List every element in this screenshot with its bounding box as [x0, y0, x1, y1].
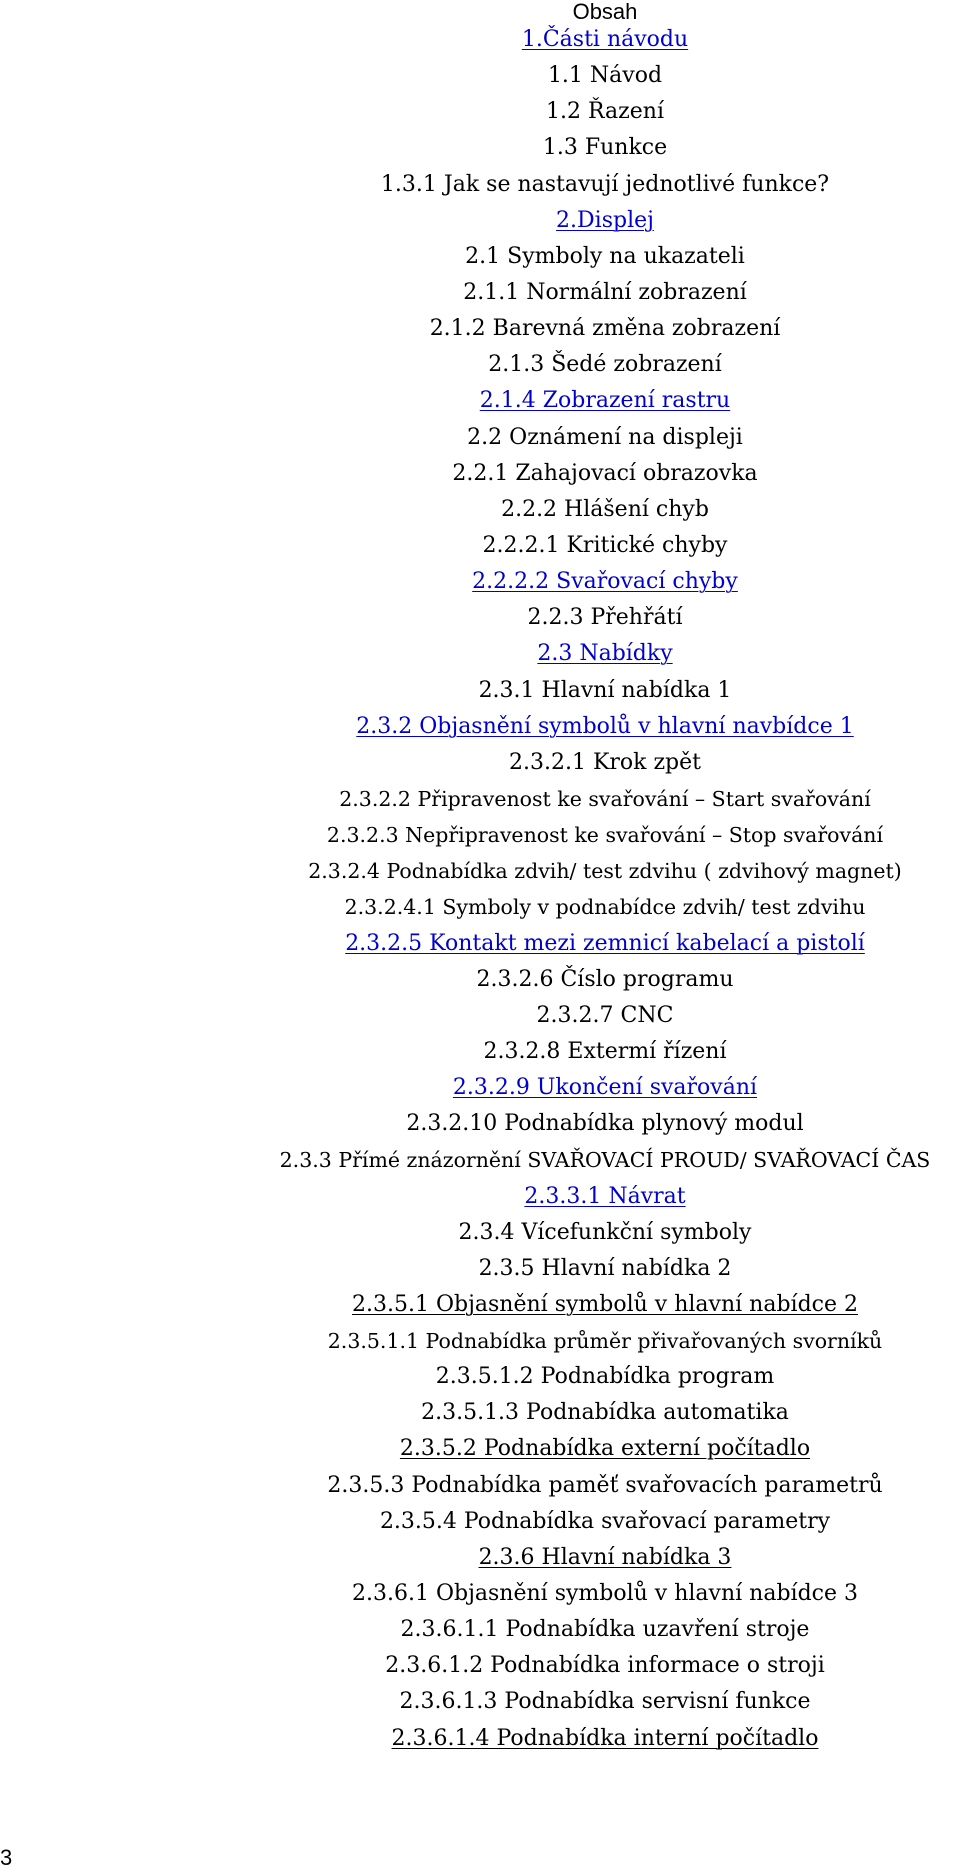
toc-entry: [0, 1251, 960, 1287]
toc-entry-label: 2.3.5.3 Podnabídka paměť svařovacích parametrů: [327, 1472, 883, 1498]
toc-entry-label: 2.3.6.1.1 Podnabídka uzavření stroje: [400, 1617, 810, 1643]
toc-entry-label: 2.3.5.1.1 Podnabídka průměr přivařovaných svorníků: [327, 1329, 883, 1354]
toc-entry-label: 2.3.2.6 Číslo programu: [476, 966, 734, 992]
toc-entry: [0, 94, 960, 130]
toc-entry: [0, 1287, 960, 1323]
toc-entry[interactable]: [0, 1179, 960, 1215]
toc-entry-label: 2.2.3 Přehřátí: [527, 605, 683, 631]
toc-entry: [0, 239, 960, 275]
toc-entry-label: 2.3.2.7 CNC: [536, 1002, 674, 1028]
toc-entry-link[interactable]: 2.3.3.1 Návrat: [524, 1183, 686, 1209]
toc-entry-label: 2.3.6.1 Objasnění symbolů v hlavní nabídce 3: [352, 1581, 858, 1607]
toc-entry-label: 1.2 Řazení: [546, 99, 664, 125]
toc-entry-label: 2.3.5.1 Objasnění symbolů v hlavní nabídce 2: [352, 1291, 858, 1317]
toc-entry-label: 2.3.5.2 Podnabídka externí počítadlo: [399, 1436, 811, 1462]
toc-entry-label: 1.3 Funkce: [542, 135, 668, 161]
toc-entry-label: 2.1.3 Šedé zobrazení: [488, 352, 722, 378]
toc-entry-label: 2.3.6.1.4 Podnabídka interní počítadlo: [391, 1725, 819, 1751]
toc-entry: [0, 130, 960, 166]
toc-entry: [0, 1576, 960, 1612]
toc-entry: [0, 1648, 960, 1684]
toc-entry: [0, 1034, 960, 1070]
toc-entry-label: 2.3.6.1.3 Podnabídka servisní funkce: [399, 1689, 811, 1715]
toc-entry-label: 2.3.2.10 Podnabídka plynový modul: [406, 1111, 804, 1137]
toc-entry-label: 2.3.2.1 Krok zpět: [508, 749, 702, 775]
toc-entry-link[interactable]: 2.3.2 Objasnění symbolů v hlavní navbídce 1: [356, 713, 854, 739]
toc-entry-label: 2.3.5.1.2 Podnabídka program: [435, 1364, 775, 1390]
toc-entry-label: 2.2 Oznámení na displeji: [467, 424, 743, 450]
toc-entry: [0, 1721, 960, 1757]
toc-entry[interactable]: [0, 22, 960, 58]
toc-entry[interactable]: [0, 1070, 960, 1106]
toc-entry: [0, 456, 960, 492]
toc-entry: [0, 1215, 960, 1251]
toc-entry-label: 2.3.4 Vícefunkční symboly: [458, 1219, 752, 1245]
toc-entry-label: 2.3.2.4.1 Symboly v podnabídce zdvih/ test zdvihu: [344, 895, 866, 920]
toc-entry: [0, 889, 960, 925]
toc-entry: [0, 673, 960, 709]
toc-entry: [0, 1504, 960, 1540]
toc-entry-link[interactable]: 2.2.2.2 Svařovací chyby: [472, 569, 738, 595]
toc-entry-label: 1.1 Návod: [547, 63, 663, 89]
toc-entry-label: 2.2.1 Zahajovací obrazovka: [452, 460, 758, 486]
toc-entry-label: 2.3.1 Hlavní nabídka 1: [478, 677, 732, 703]
toc-entry: [0, 1323, 960, 1359]
toc-entry: [0, 1142, 960, 1178]
toc-entry: [0, 311, 960, 347]
toc-entry: [0, 853, 960, 889]
toc-entry: [0, 1431, 960, 1467]
toc-entry: [0, 1612, 960, 1648]
toc-entry[interactable]: [0, 926, 960, 962]
toc-entry-label: 2.3.2.4 Podnabídka zdvih/ test zdvihu ( zdvihový magnet): [308, 859, 902, 884]
toc-entry-label: 2.3.2.2 Připravenost ke svařování – Start svařování: [339, 786, 871, 811]
page-number: 3: [0, 1845, 13, 1870]
toc-entry: [0, 275, 960, 311]
toc-entry-label: 2.2.2 Hlášení chyb: [501, 496, 709, 522]
toc-entry-link[interactable]: 2.3 Nabídky: [537, 641, 673, 667]
toc-entry-label: 2.3.3 Přímé znázornění SVAŘOVACÍ PROUD/ SVAŘOVACÍ ČAS: [279, 1148, 931, 1173]
toc-entry: [0, 817, 960, 853]
toc-entry: [0, 347, 960, 383]
toc-entry: [0, 962, 960, 998]
toc-entry-link[interactable]: 1.Části návodu: [521, 27, 689, 52]
page-title: Obsah: [572, 0, 638, 24]
toc-entry[interactable]: [0, 383, 960, 419]
toc-entry-label: 2.3.6.1.2 Podnabídka informace o stroji: [385, 1653, 825, 1679]
toc-entry: [0, 600, 960, 636]
toc-entry: [0, 420, 960, 456]
toc-entry: [0, 1106, 960, 1142]
toc-entry: [0, 1468, 960, 1504]
toc-entry-link[interactable]: 2.3.2.9 Ukončení svařování: [452, 1075, 758, 1101]
toc-entry-label: 1.3.1 Jak se nastavují jednotlivé funkce?: [380, 171, 830, 197]
toc-entry: [0, 528, 960, 564]
toc-entry[interactable]: [0, 636, 960, 672]
toc-entry: [0, 1359, 960, 1395]
toc-entry-label: 2.3.6 Hlavní nabídka 3: [478, 1544, 732, 1570]
toc-entry-link[interactable]: 2.3.2.5 Kontakt mezi zemnicí kabelací a pistolí: [345, 930, 865, 956]
toc-entry-label: 2.2.2.1 Kritické chyby: [482, 532, 728, 558]
toc-entry: [0, 167, 960, 203]
table-of-contents: [0, 22, 960, 1757]
toc-entry: [0, 492, 960, 528]
toc-entry-label: 2.3.5 Hlavní nabídka 2: [478, 1255, 732, 1281]
toc-entry[interactable]: [0, 709, 960, 745]
toc-entry-label: 2.3.5.4 Podnabídka svařovací parametry: [379, 1508, 831, 1534]
toc-entry[interactable]: [0, 203, 960, 239]
toc-entry: [0, 781, 960, 817]
toc-entry: [0, 1684, 960, 1720]
toc-entry-link[interactable]: 2.1.4 Zobrazení rastru: [479, 388, 731, 414]
toc-entry-label: 2.3.5.1.3 Podnabídka automatika: [421, 1400, 789, 1426]
toc-entry-label: 2.1.2 Barevná změna zobrazení: [429, 316, 781, 342]
toc-entry-label: 2.1.1 Normální zobrazení: [463, 279, 747, 305]
toc-entry: [0, 58, 960, 94]
toc-entry[interactable]: [0, 564, 960, 600]
toc-entry: [0, 745, 960, 781]
toc-entry-link[interactable]: 2.Displej: [556, 207, 654, 233]
toc-entry: [0, 1540, 960, 1576]
toc-entry-label: 2.1 Symboly na ukazateli: [465, 243, 745, 269]
toc-entry: [0, 998, 960, 1034]
toc-entry-label: 2.3.2.3 Nepřipravenost ke svařování – Stop svařování: [326, 823, 884, 848]
toc-entry-label: 2.3.2.8 Extermí řízení: [483, 1038, 727, 1064]
toc-entry: [0, 1395, 960, 1431]
